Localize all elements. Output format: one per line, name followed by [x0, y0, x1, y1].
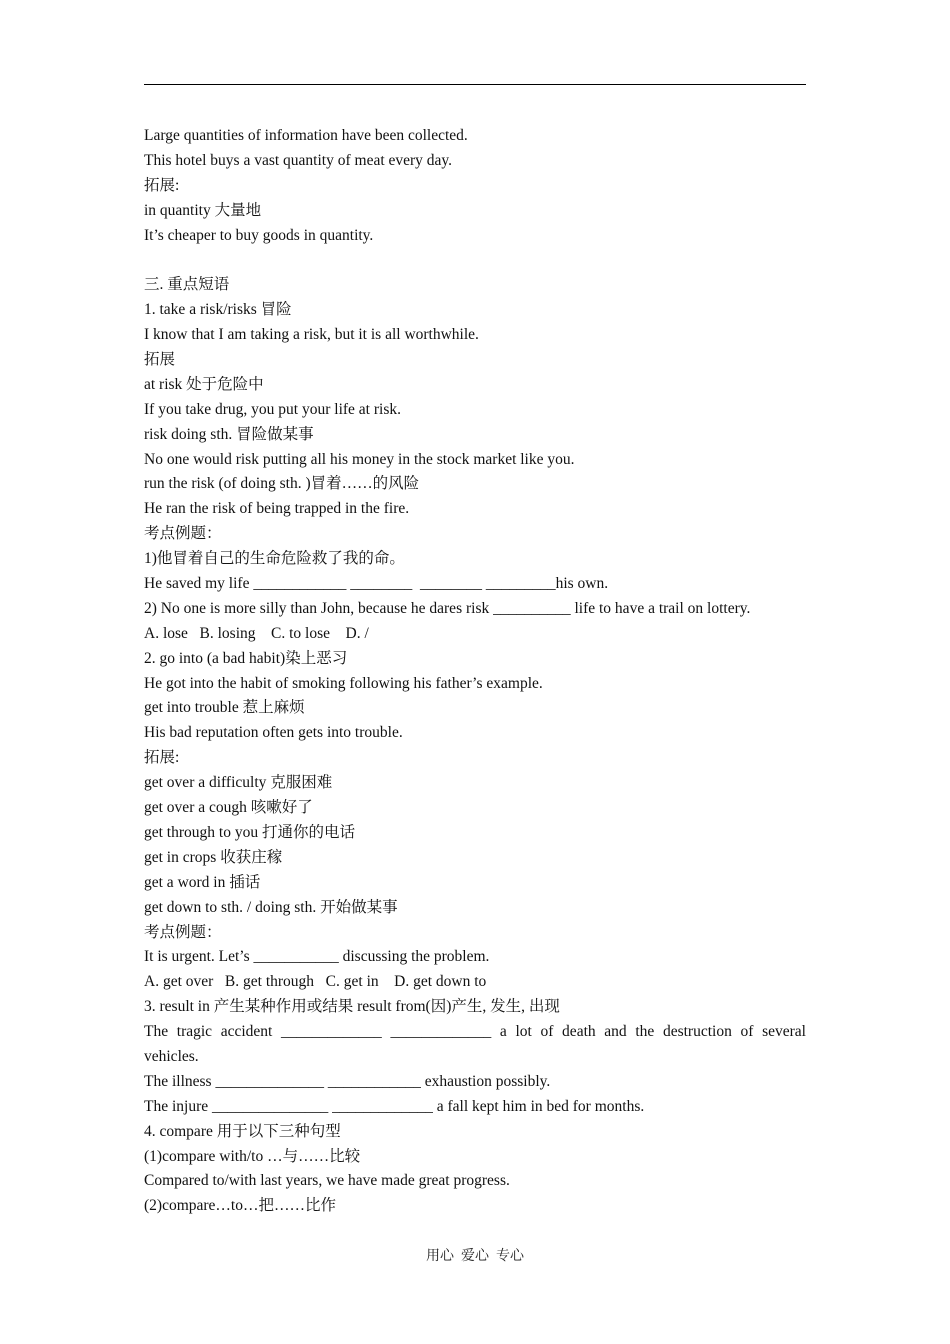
text-line: I know that I am taking a risk, but it is all worthwhile.	[144, 326, 479, 344]
text-line: If you take drug, you put your life at risk.	[144, 400, 401, 418]
text-line: get over a cough 咳嗽好了	[144, 799, 313, 817]
exercise-question: It is urgent. Let’s ___________ discussing the problem.	[144, 948, 490, 966]
text-line: risk doing sth. 冒险做某事	[144, 425, 314, 443]
text-line: This hotel buys a vast quantity of meat every day.	[144, 151, 453, 169]
phrase-heading: 2. go into (a bad habit)染上恶习	[144, 649, 348, 667]
text-line: at risk 处于危险中	[144, 375, 264, 393]
text-line: get down to sth. / doing sth. 开始做某事	[144, 898, 398, 916]
exercise-question: 2) No one is more silly than John, because he dares risk __________ life to have a trail on lottery.	[144, 599, 751, 617]
exercise-question: 1)他冒着自己的生命危险救了我的命。	[144, 550, 405, 568]
phrase-heading: 3. result in 产生某种作用或结果 result from(因)产生, 发生, 出现	[144, 998, 560, 1016]
text-line: His bad reputation often gets into trouble.	[144, 724, 403, 742]
text-line: in quantity 大量地	[144, 201, 262, 219]
blank-line	[144, 248, 806, 273]
header-rule	[144, 84, 806, 85]
text-line: He got into the habit of smoking following his father’s example.	[144, 674, 543, 692]
exercise-options: A. lose B. losing C. to lose D. /	[144, 624, 369, 642]
section-heading: 三. 重点短语	[144, 276, 230, 294]
document-body	[144, 124, 806, 1219]
exercise-blank-line: The injure _______________ _____________ a fall kept him in bed for months.	[144, 1097, 645, 1115]
text-line: It’s cheaper to buy goods in quantity.	[144, 226, 374, 244]
text-line: run the risk (of doing sth. )冒着……的风险	[144, 475, 420, 493]
exercise-blank-line-continued: vehicles.	[144, 1047, 199, 1065]
section-label: 拓展:	[144, 749, 180, 767]
phrase-heading: 1. take a risk/risks 冒险	[144, 301, 292, 319]
text-line: Compared to/with last years, we have made great progress.	[144, 1172, 510, 1190]
text-line: (2)compare…to…把……比作	[144, 1197, 336, 1215]
phrase-heading: 4. compare 用于以下三种句型	[144, 1122, 341, 1140]
text-line: Large quantities of information have been collected.	[144, 127, 468, 144]
text-line: get into trouble 惹上麻烦	[144, 699, 305, 717]
exercise-options: A. get over B. get through C. get in D. get down to	[144, 973, 487, 991]
section-label: 考点例题：	[144, 923, 222, 941]
section-label: 拓展	[144, 351, 176, 369]
text-line: get a word in 插话	[144, 873, 261, 891]
exercise-blank-line: The illness ______________ ____________ exhaustion possibly.	[144, 1072, 551, 1090]
text-line: get through to you 打通你的电话	[144, 823, 355, 841]
section-label: 考点例题：	[144, 525, 222, 543]
exercise-blank-line: The tragic accident _____________ _____________ a lot of death and the destruction of several	[144, 1023, 806, 1041]
text-line: No one would risk putting all his money in the stock market like you.	[144, 450, 575, 468]
exercise-blank-line: He saved my life ____________ ________ ________ _________his own.	[144, 575, 609, 593]
text-line: get over a difficulty 克服困难	[144, 774, 333, 792]
text-line: get in crops 收获庄稼	[144, 848, 283, 866]
text-line: (1)compare with/to …与……比较	[144, 1147, 361, 1165]
section-label: 拓展:	[144, 176, 180, 194]
text-line: He ran the risk of being trapped in the fire.	[144, 500, 410, 518]
page-footer: 用心 爱心 专心	[426, 1249, 524, 1264]
